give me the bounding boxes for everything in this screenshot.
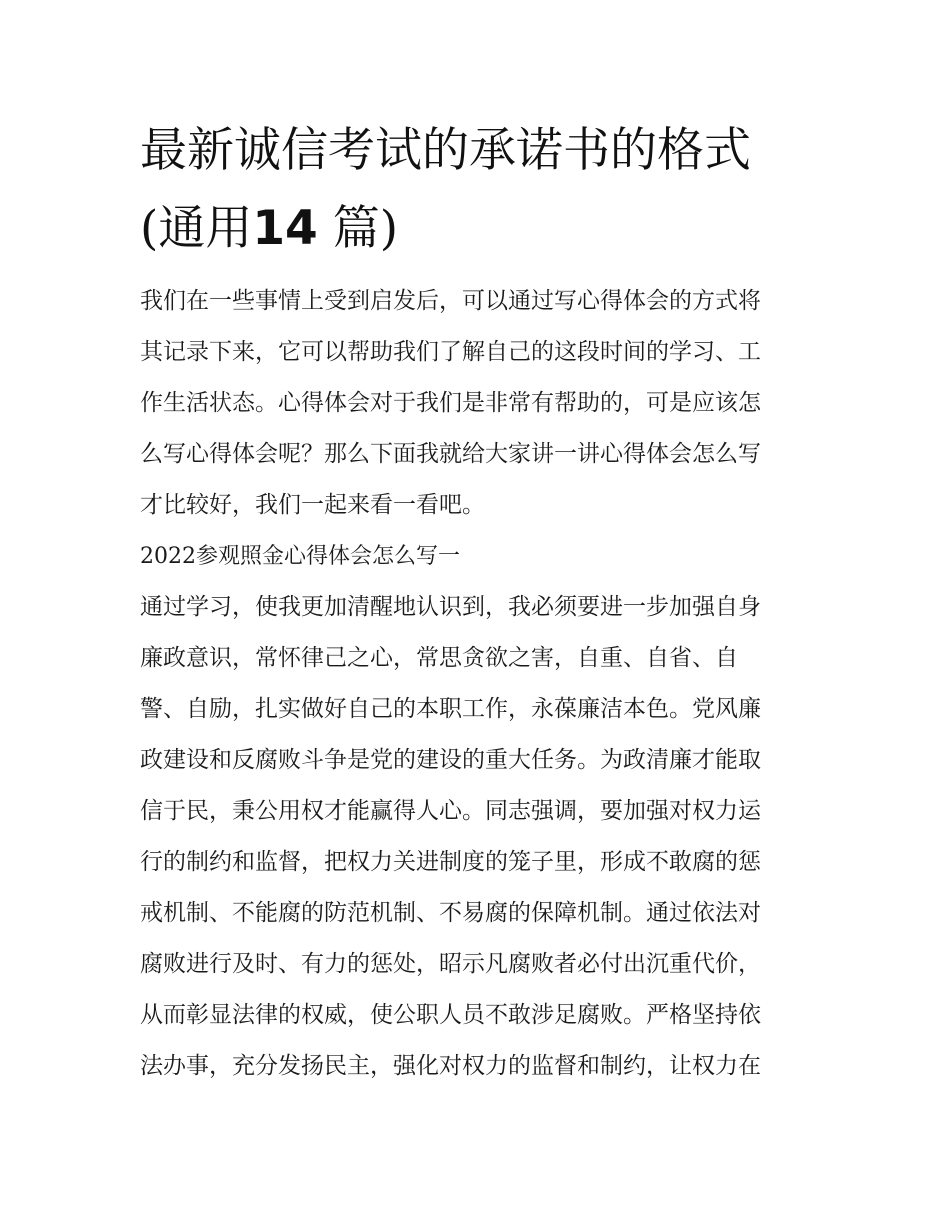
body-line: 腐败进行及时、有力的惩处，昭示凡腐败者必付出沉重代价，: [140, 951, 761, 977]
title-line-1: 最新诚信考试的承诺书的格式: [140, 123, 751, 178]
intro-paragraph: [140, 276, 830, 531]
intro-line: 作生活状态。心得体会对于我们是非常有帮助的，可是应该怎: [140, 390, 761, 416]
document-body: [140, 276, 830, 1092]
body-line: 政建设和反腐败斗争是党的建设的重大任务。为政清廉才能取: [140, 747, 761, 773]
intro-line: 其记录下来，它可以帮助我们了解自己的这段时间的学习、工: [140, 339, 761, 365]
title-prefix: (通用: [140, 201, 253, 256]
intro-line: 么写心得体会呢？那么下面我就给大家讲一讲心得体会怎么写: [140, 441, 761, 467]
body-line: 戒机制、不能腐的防范机制、不易腐的保障机制。通过依法对: [140, 900, 761, 926]
body-line: 从而彰显法律的权威，使公职人员不敢涉足腐败。严格坚持依: [140, 1002, 761, 1028]
body-line: 信于民，秉公用权才能赢得人心。同志强调，要加强对权力运: [140, 798, 761, 824]
title-line-2: [140, 190, 830, 268]
intro-line: 才比较好，我们一起来看一看吧。: [140, 492, 485, 518]
body-line: 警、自励，扎实做好自己的本职工作，永葆廉洁本色。党风廉: [140, 696, 761, 722]
document-title: [140, 112, 830, 268]
body-line: 行的制约和监督，把权力关进制度的笼子里，形成不敢腐的惩: [140, 849, 761, 875]
section-heading: 2022参观照金心得体会怎么写一: [140, 544, 460, 569]
body-line: 法办事，充分发扬民主，强化对权力的监督和制约，让权力在: [140, 1053, 761, 1079]
intro-line: 我们在一些事情上受到启发后，可以通过写心得体会的方式将: [140, 288, 761, 314]
body-line: 廉政意识，常怀律己之心，常思贪欲之害，自重、自省、自: [140, 645, 738, 671]
body-line: 通过学习，使我更加清醒地认识到，我必须要进一步加强自身: [140, 594, 761, 620]
body-paragraph: [140, 582, 830, 1092]
title-suffix: 篇): [332, 201, 399, 256]
title-number: 14: [252, 201, 318, 256]
